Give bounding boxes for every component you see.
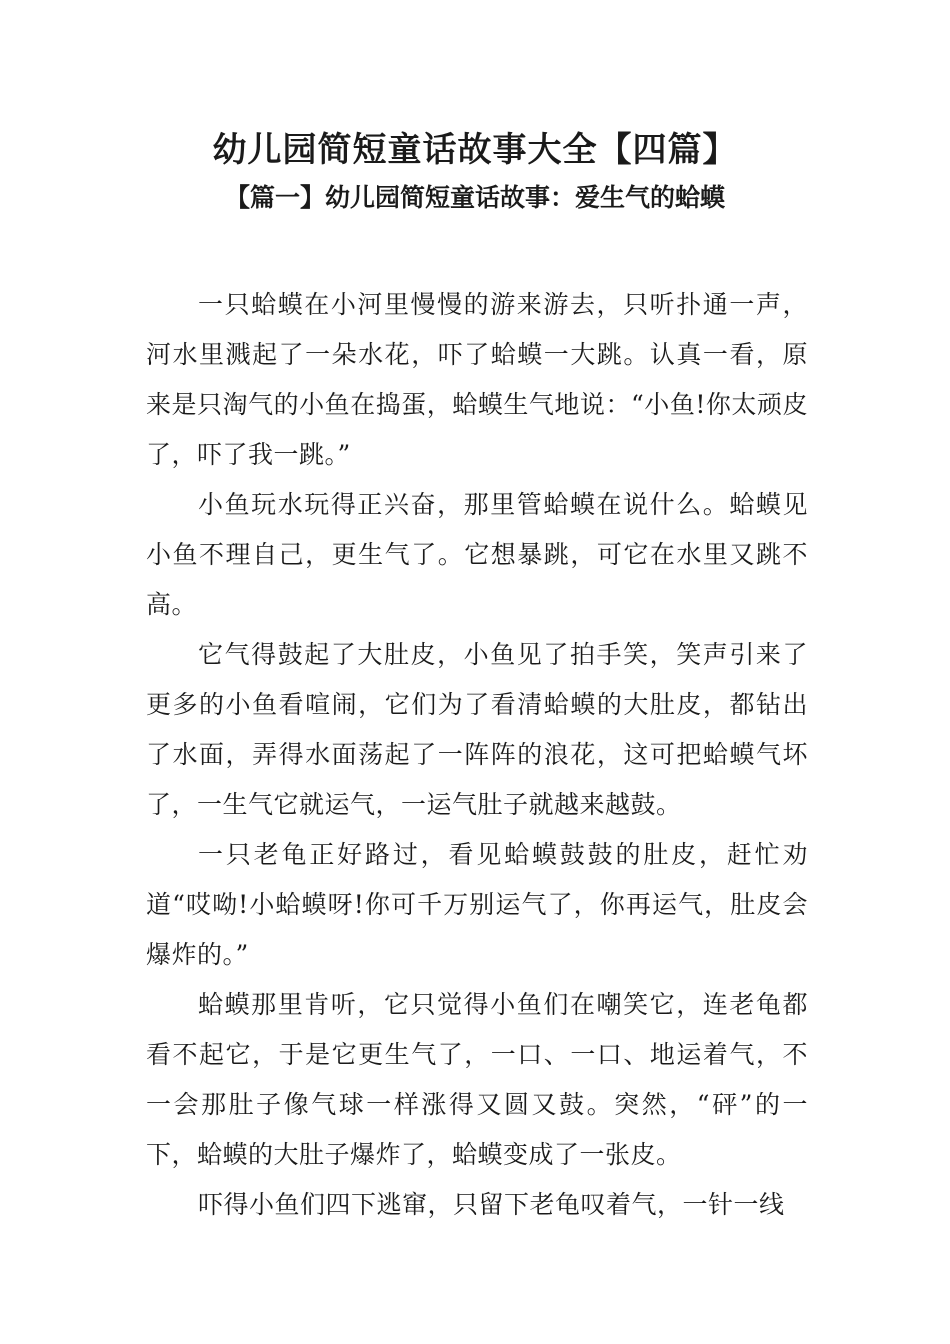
- section-title: 【篇一】幼儿园简短童话故事：爱生气的蛤蟆: [224, 183, 725, 212]
- paragraph: 一只老龟正好路过，看见蛤蟆鼓鼓的肚皮，赶忙劝道“哎呦!小蛤蟆呀!你可千万别运气了，你再运气，肚皮会爆炸的。”: [146, 840, 808, 969]
- paragraph: 小鱼玩水玩得正兴奋，那里管蛤蟆在说什么。蛤蟆见小鱼不理自己，更生气了。它想暴跳，可它在水里又跳不高。: [146, 490, 808, 619]
- paragraph: 一只蛤蟆在小河里慢慢的游来游去，只听扑通一声，河水里溅起了一朵水花，吓了蛤蟆一大跳。认真一看，原来是只淘气的小鱼在捣蛋，蛤蟆生气地说：“小鱼!你太顽皮了，吓了我一跳。”: [146, 290, 808, 469]
- story-body: [146, 280, 808, 1230]
- paragraph: 吓得小鱼们四下逃窜，只留下老龟叹着气，一针一线: [198, 1190, 785, 1219]
- paragraph: 蛤蟆那里肯听，它只觉得小鱼们在嘲笑它，连老龟都看不起它，于是它更生气了，一口、一口、地运着气，不一会那肚子像气球一样涨得又圆又鼓。突然，“砰”的一下，蛤蟆的大肚子爆炸了，蛤蟆变成了一张皮。: [146, 990, 808, 1169]
- document-title: 幼儿园简短童话故事大全【四篇】: [212, 130, 738, 170]
- paragraph: 它气得鼓起了大肚皮，小鱼见了拍手笑，笑声引来了更多的小鱼看喧闹，它们为了看清蛤蟆的大肚皮，都钻出了水面，弄得水面荡起了一阵阵的浪花，这可把蛤蟆气坏了，一生气它就运气，一运气肚子就越来越鼓。: [146, 640, 808, 819]
